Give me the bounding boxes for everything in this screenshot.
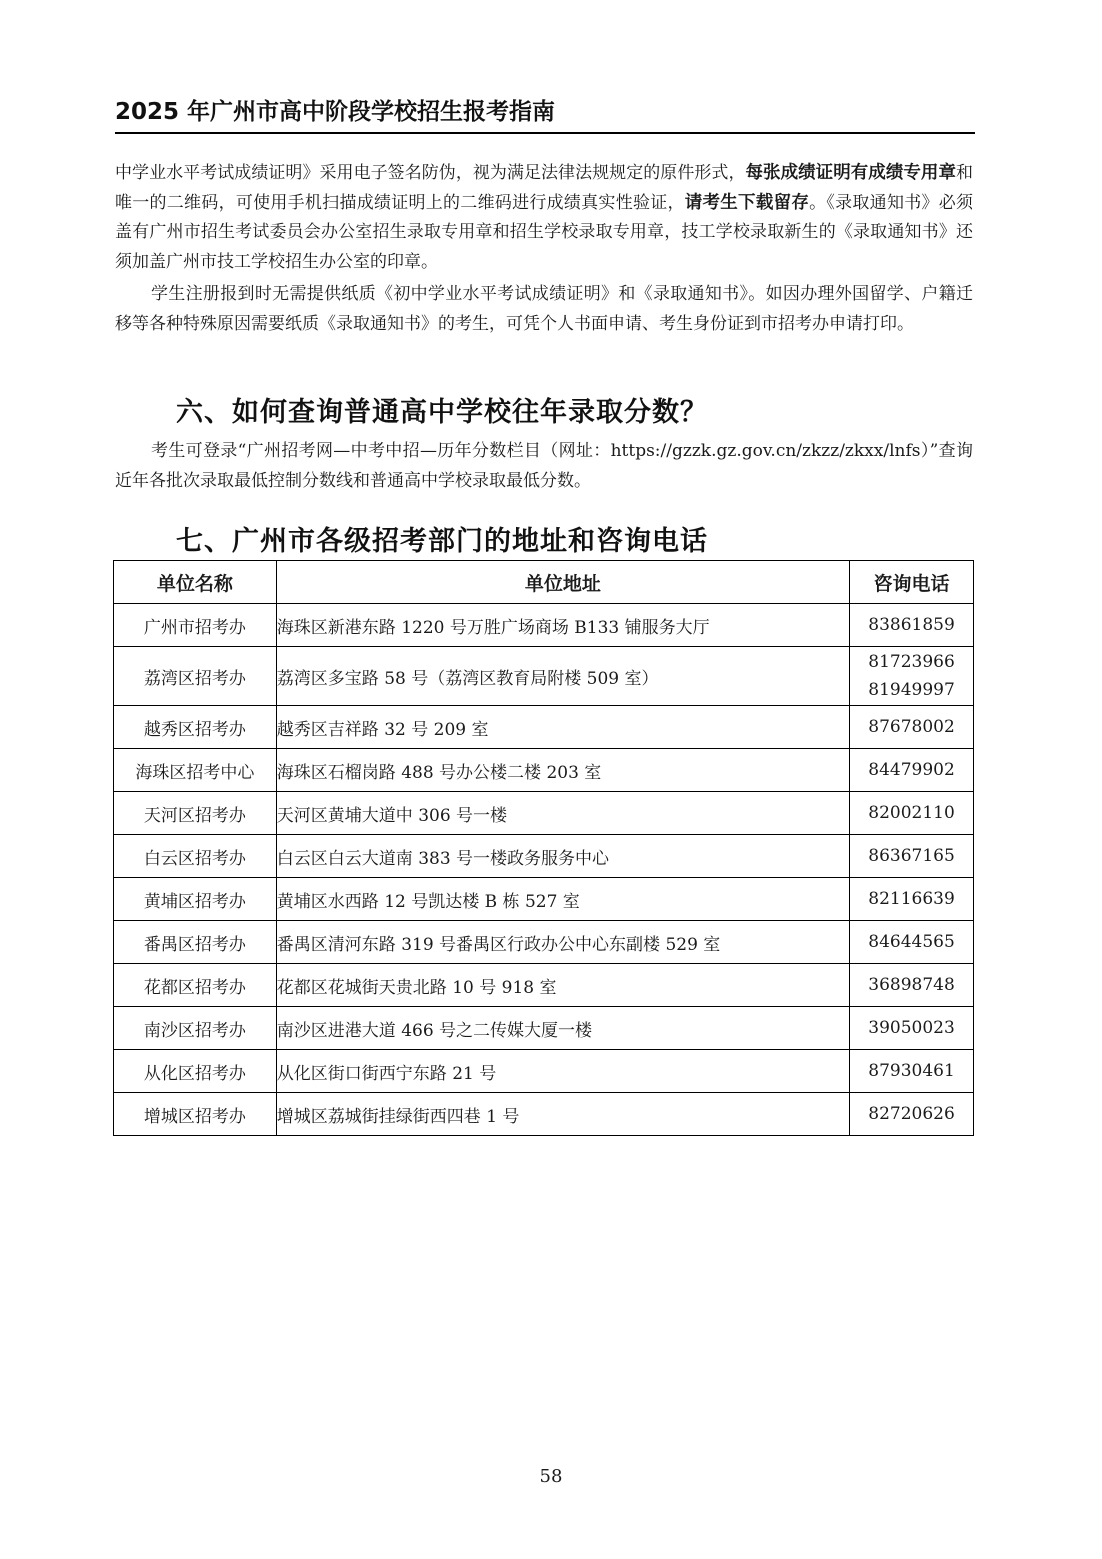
phone-cell (850, 964, 974, 1007)
unit-name-cell: 越秀区招考办 (114, 706, 277, 749)
unit-name-cell: 白云区招考办 (114, 835, 277, 878)
unit-name-cell: 番禺区招考办 (114, 921, 277, 964)
table-row (114, 792, 974, 835)
page-number: 58 (539, 1466, 563, 1487)
contacts-table (113, 560, 974, 1136)
phone-number: 84479902 (868, 760, 955, 780)
phone-cell (850, 647, 974, 706)
unit-address-cell: 荔湾区多宝路 58 号（荔湾区教育局附楼 509 室） (276, 647, 849, 706)
bold-phrase: 请考生下载留存 (684, 192, 810, 213)
paragraph-segment: 。《录取通知书》必须盖有广州市招生考试委员会办公室招生录取专用章和招生学校录取专用章，技工学校录取新生的《录取通知书》还须加盖广州市技工学校招生办公室的印章。 (115, 192, 974, 272)
unit-name-cell: 花都区招考办 (114, 964, 277, 1007)
unit-address-cell: 花都区花城街天贵北路 10 号 918 室 (276, 964, 849, 1007)
paragraph-registration: 学生注册报到时无需提供纸质《初中学业水平考试成绩证明》和《录取通知书》。如因办理外国留学、户籍迁移等各种特殊原因需要纸质《录取通知书》的考生，可凭个人书面申请、考生身份证到市招考办申请打印。 (115, 284, 973, 334)
unit-address-cell: 越秀区吉祥路 32 号 209 室 (276, 706, 849, 749)
phone-cell (850, 1007, 974, 1050)
table-row (114, 1007, 974, 1050)
phone-cell (850, 835, 974, 878)
unit-name-cell: 增城区招考办 (114, 1093, 277, 1136)
unit-name-cell: 从化区招考办 (114, 1050, 277, 1093)
phone-number: 87930461 (868, 1061, 955, 1081)
unit-address-cell: 海珠区新港东路 1220 号万胜广场商场 B133 铺服务大厅 (276, 604, 849, 647)
table-row (114, 604, 974, 647)
phone-number: 82116639 (868, 889, 955, 909)
header-unit-name: 单位名称 (114, 561, 277, 604)
unit-address-cell: 黄埔区水西路 12 号凯达楼 B 栋 527 室 (276, 878, 849, 921)
phone-number: 86367165 (868, 846, 955, 866)
section-heading-7: 七、广州市各级招考部门的地址和咨询电话 (176, 526, 708, 557)
unit-name-cell: 广州市招考办 (114, 604, 277, 647)
unit-name-cell: 黄埔区招考办 (114, 878, 277, 921)
phone-number: 81949997 (868, 680, 955, 700)
phone-number: 36898748 (868, 975, 955, 995)
unit-address-cell: 南沙区进港大道 466 号之二传媒大厦一楼 (276, 1007, 849, 1050)
table-row (114, 921, 974, 964)
table-row (114, 878, 974, 921)
table-row (114, 1050, 974, 1093)
table-row (114, 964, 974, 1007)
paragraph-segment: 和唯一的二维码，可使用手机扫描成绩证明上的二维码进行成绩真实性验证， (115, 163, 974, 213)
phone-cell (850, 706, 974, 749)
phone-cell (850, 1093, 974, 1136)
phone-number: 81723966 (868, 652, 955, 672)
unit-address-cell: 从化区街口街西宁东路 21 号 (276, 1050, 849, 1093)
page-header: 2025 年广州市高中阶段学校招生报考指南 (115, 96, 975, 134)
unit-name-cell: 海珠区招考中心 (114, 749, 277, 792)
unit-address-cell: 增城区荔城街挂绿街西四巷 1 号 (276, 1093, 849, 1136)
phone-number: 87678002 (868, 717, 955, 737)
phone-number: 82002110 (868, 803, 955, 823)
table-row (114, 647, 974, 706)
phone-number: 82720626 (868, 1104, 955, 1124)
unit-name-cell: 荔湾区招考办 (114, 647, 277, 706)
phone-cell (850, 604, 974, 647)
bold-phrase: 每张成绩证明有成绩专用章 (745, 163, 957, 183)
paragraph-segment: 中学业水平考试成绩证明》采用电子签名防伪，视为满足法律法规规定的原件形式， (115, 163, 746, 183)
phone-cell (850, 749, 974, 792)
phone-number: 39050023 (868, 1018, 955, 1038)
table-row (114, 749, 974, 792)
header-unit-address: 单位地址 (276, 561, 849, 604)
section-heading-6: 六、如何查询普通高中学校往年录取分数？ (176, 397, 708, 428)
table-row (114, 835, 974, 878)
phone-cell (850, 1050, 974, 1093)
header-phone: 咨询电话 (850, 561, 974, 604)
table-row (114, 706, 974, 749)
table-header-row (114, 561, 974, 604)
unit-name-cell: 天河区招考办 (114, 792, 277, 835)
unit-address-cell: 海珠区石榴岗路 488 号办公楼二楼 203 室 (276, 749, 849, 792)
unit-address-cell: 番禺区清河东路 319 号番禺区行政办公中心东副楼 529 室 (276, 921, 849, 964)
paragraph-score-certificate (115, 159, 973, 277)
phone-cell (850, 792, 974, 835)
paragraph-score-query: 考生可登录“广州招考网—中考中招—历年分数栏目（网址：https://gzzk.gz.gov.cn/zkzz/zkxx/lnfs）”查询近年各批次录取最低控制分数线和普通高中学校录取最低分数。 (115, 441, 973, 491)
phone-cell (850, 878, 974, 921)
phone-cell (850, 921, 974, 964)
unit-name-cell: 南沙区招考办 (114, 1007, 277, 1050)
phone-number: 84644565 (868, 932, 955, 952)
phone-number: 83861859 (868, 615, 955, 635)
unit-address-cell: 白云区白云大道南 383 号一楼政务服务中心 (276, 835, 849, 878)
table-row (114, 1093, 974, 1136)
unit-address-cell: 天河区黄埔大道中 306 号一楼 (276, 792, 849, 835)
